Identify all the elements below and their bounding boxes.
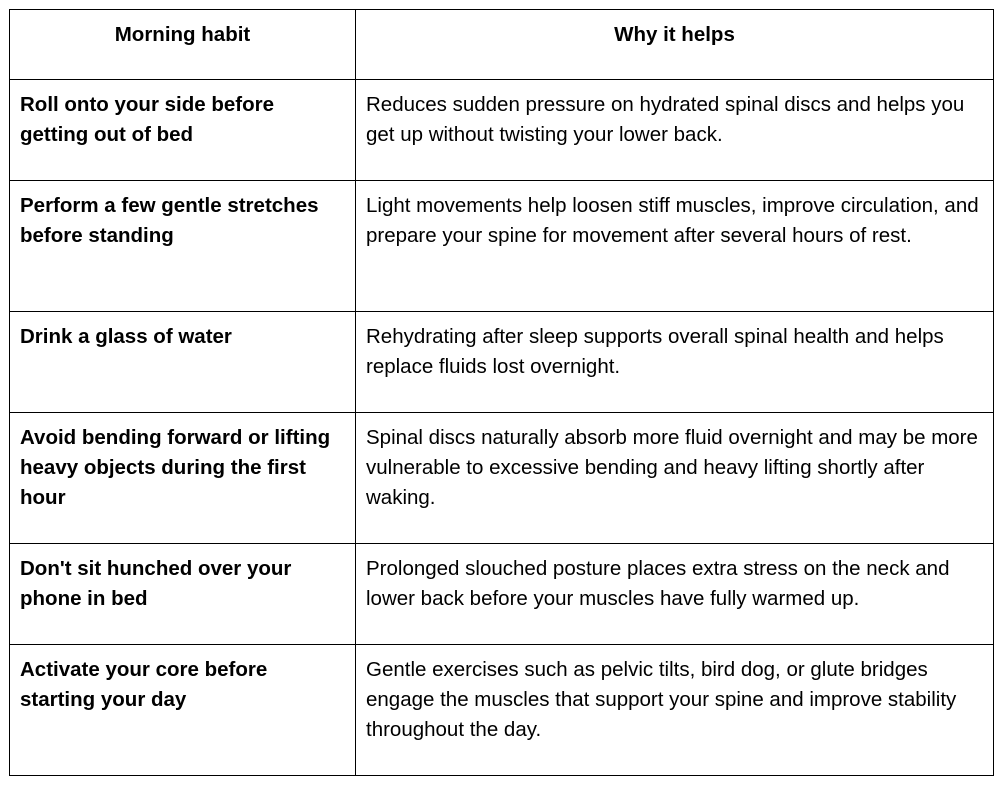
table-row [10, 645, 994, 776]
reason-cell: Reduces sudden pressure on hydrated spinal discs and helps you get up without twisting your lower back. [356, 80, 994, 181]
reason-cell: Spinal discs naturally absorb more fluid overnight and may be more vulnerable to excessive bending and heavy lifting shortly after waking. [356, 413, 994, 544]
habit-cell: Avoid bending forward or lifting heavy objects during the first hour [10, 413, 356, 544]
habit-cell: Roll onto your side before getting out of bed [10, 80, 356, 181]
morning-habits-table [9, 9, 994, 776]
table-row [10, 413, 994, 544]
habit-cell: Drink a glass of water [10, 312, 356, 413]
header-morning-habit: Morning habit [10, 10, 356, 80]
reason-cell: Light movements help loosen stiff muscles, improve circulation, and prepare your spine for movement after several hours of rest. [356, 181, 994, 312]
table-row [10, 80, 994, 181]
header-why-it-helps: Why it helps [356, 10, 994, 80]
reason-cell: Rehydrating after sleep supports overall spinal health and helps replace fluids lost overnight. [356, 312, 994, 413]
table-row [10, 181, 994, 312]
table-row [10, 544, 994, 645]
table-row [10, 312, 994, 413]
table-header-row [10, 10, 994, 80]
habit-cell: Activate your core before starting your day [10, 645, 356, 776]
reason-cell: Gentle exercises such as pelvic tilts, bird dog, or glute bridges engage the muscles that support your spine and improve stability throughout the day. [356, 645, 994, 776]
reason-cell: Prolonged slouched posture places extra stress on the neck and lower back before your muscles have fully warmed up. [356, 544, 994, 645]
habit-cell: Perform a few gentle stretches before standing [10, 181, 356, 312]
habit-cell: Don't sit hunched over your phone in bed [10, 544, 356, 645]
